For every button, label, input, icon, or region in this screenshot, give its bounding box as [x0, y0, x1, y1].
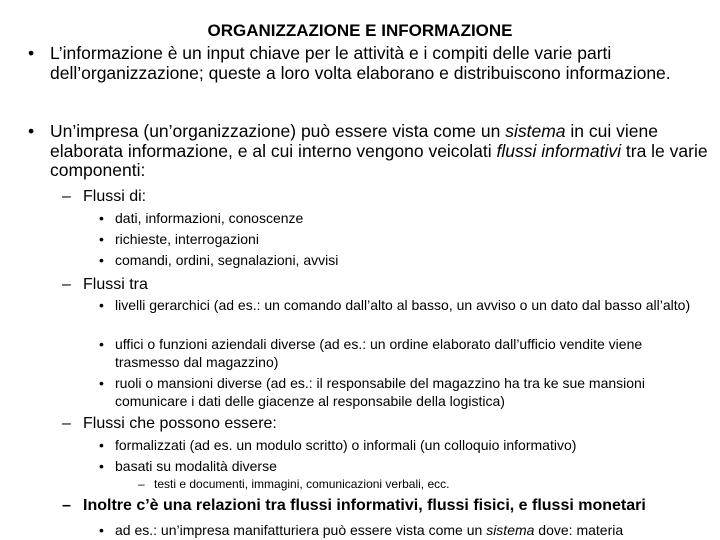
list-item-text: livelli gerarchici (ad es.: un comando dall’alto al basso, un avviso o un dato dal basso all’alto)	[115, 297, 691, 313]
text-segment: Un’impresa (un’organizzazione) può essere vista come un	[50, 121, 506, 141]
text-segment: in cui viene elaborata informazione, e al cui interno vengono veicolati	[50, 121, 658, 161]
list-item	[99, 436, 704, 454]
subheading-flussi-di	[62, 187, 702, 206]
list-item	[99, 335, 704, 371]
list-item-text: formalizzati (ad es. un modulo scritto) o informali (un colloquio informativo)	[115, 437, 577, 453]
sub-list-item	[138, 477, 698, 492]
list-item-text: richieste, interrogazioni	[115, 231, 259, 247]
list-item-text: ruoli o mansioni diverse (ad es.: il responsabile del magazzino ha tra ke sue mansioni comunicare i dati delle giacenze al responsabile della logistica)	[115, 375, 645, 409]
list-item-text: comandi, ordini, segnalazioni, avvisi	[115, 252, 339, 268]
bullet-icon: •	[99, 210, 104, 226]
list-item-text: uffici o funzioni aziendali diverse (ad es.: un ordine elaborato dall’ufficio vendite viene trasmesso dal magazzino)	[115, 336, 643, 370]
dash-icon: –	[62, 415, 71, 432]
bullet-text	[50, 122, 708, 181]
bullet-text: L’informazione è un input chiave per le attività e i compiti delle varie parti dell’organizzazione; queste a loro volta elaborano e distribuiscono informazione.	[50, 43, 671, 83]
emphasis-sistema: sistema	[505, 121, 566, 141]
text-segment: ad es.: un’impresa manifatturiera può essere vista come un	[115, 522, 487, 538]
dash-icon: –	[138, 477, 145, 491]
bullet-impresa	[28, 122, 708, 181]
list-item	[99, 521, 714, 539]
text-segment: dove: materia	[534, 522, 624, 538]
bullet-icon: •	[99, 336, 104, 352]
bullet-icon: •	[28, 43, 35, 63]
dash-icon: –	[62, 276, 71, 293]
dash-icon: –	[62, 188, 71, 205]
subheading-label: Flussi tra	[83, 276, 148, 293]
subheading-label: Flussi di:	[83, 188, 147, 205]
bullet-icon: •	[99, 252, 104, 268]
bullet-icon: •	[28, 121, 35, 141]
bullet-icon: •	[99, 458, 104, 474]
list-item	[99, 230, 704, 248]
list-item	[99, 457, 704, 475]
subheading-inoltre	[62, 496, 702, 515]
bullet-icon: •	[99, 375, 104, 391]
emphasis-flussi-informativi: flussi informativi	[496, 140, 622, 161]
subheading-label: Flussi che possono essere:	[83, 415, 277, 432]
bullet-informazione	[28, 44, 708, 83]
list-item-text: dati, informazioni, conoscenze	[115, 210, 304, 226]
list-item-text	[115, 521, 714, 539]
dash-icon: –	[62, 497, 71, 514]
emphasis-sistema: sistema	[486, 522, 535, 538]
subheading-label: Inoltre c’è una relazioni tra flussi informativi, flussi fisici, e flussi monetari	[83, 497, 646, 514]
bullet-icon: •	[99, 297, 104, 313]
subheading-flussi-tra	[62, 275, 702, 294]
subheading-flussi-possono	[62, 414, 702, 433]
list-item	[99, 296, 704, 314]
slide-title: ORGANIZZAZIONE E INFORMAZIONE	[207, 21, 513, 40]
list-item	[99, 251, 704, 269]
sub-list-item-text: testi e documenti, immagini, comunicazioni verbali, ecc.	[154, 477, 450, 491]
list-item	[99, 374, 704, 410]
bullet-icon: •	[99, 231, 104, 247]
list-item-text: basati su modalità diverse	[115, 458, 277, 474]
bullet-icon: •	[99, 522, 104, 538]
text-segment: tra le varie componenti:	[50, 140, 708, 180]
bullet-icon: •	[99, 437, 104, 453]
list-item	[99, 209, 704, 227]
